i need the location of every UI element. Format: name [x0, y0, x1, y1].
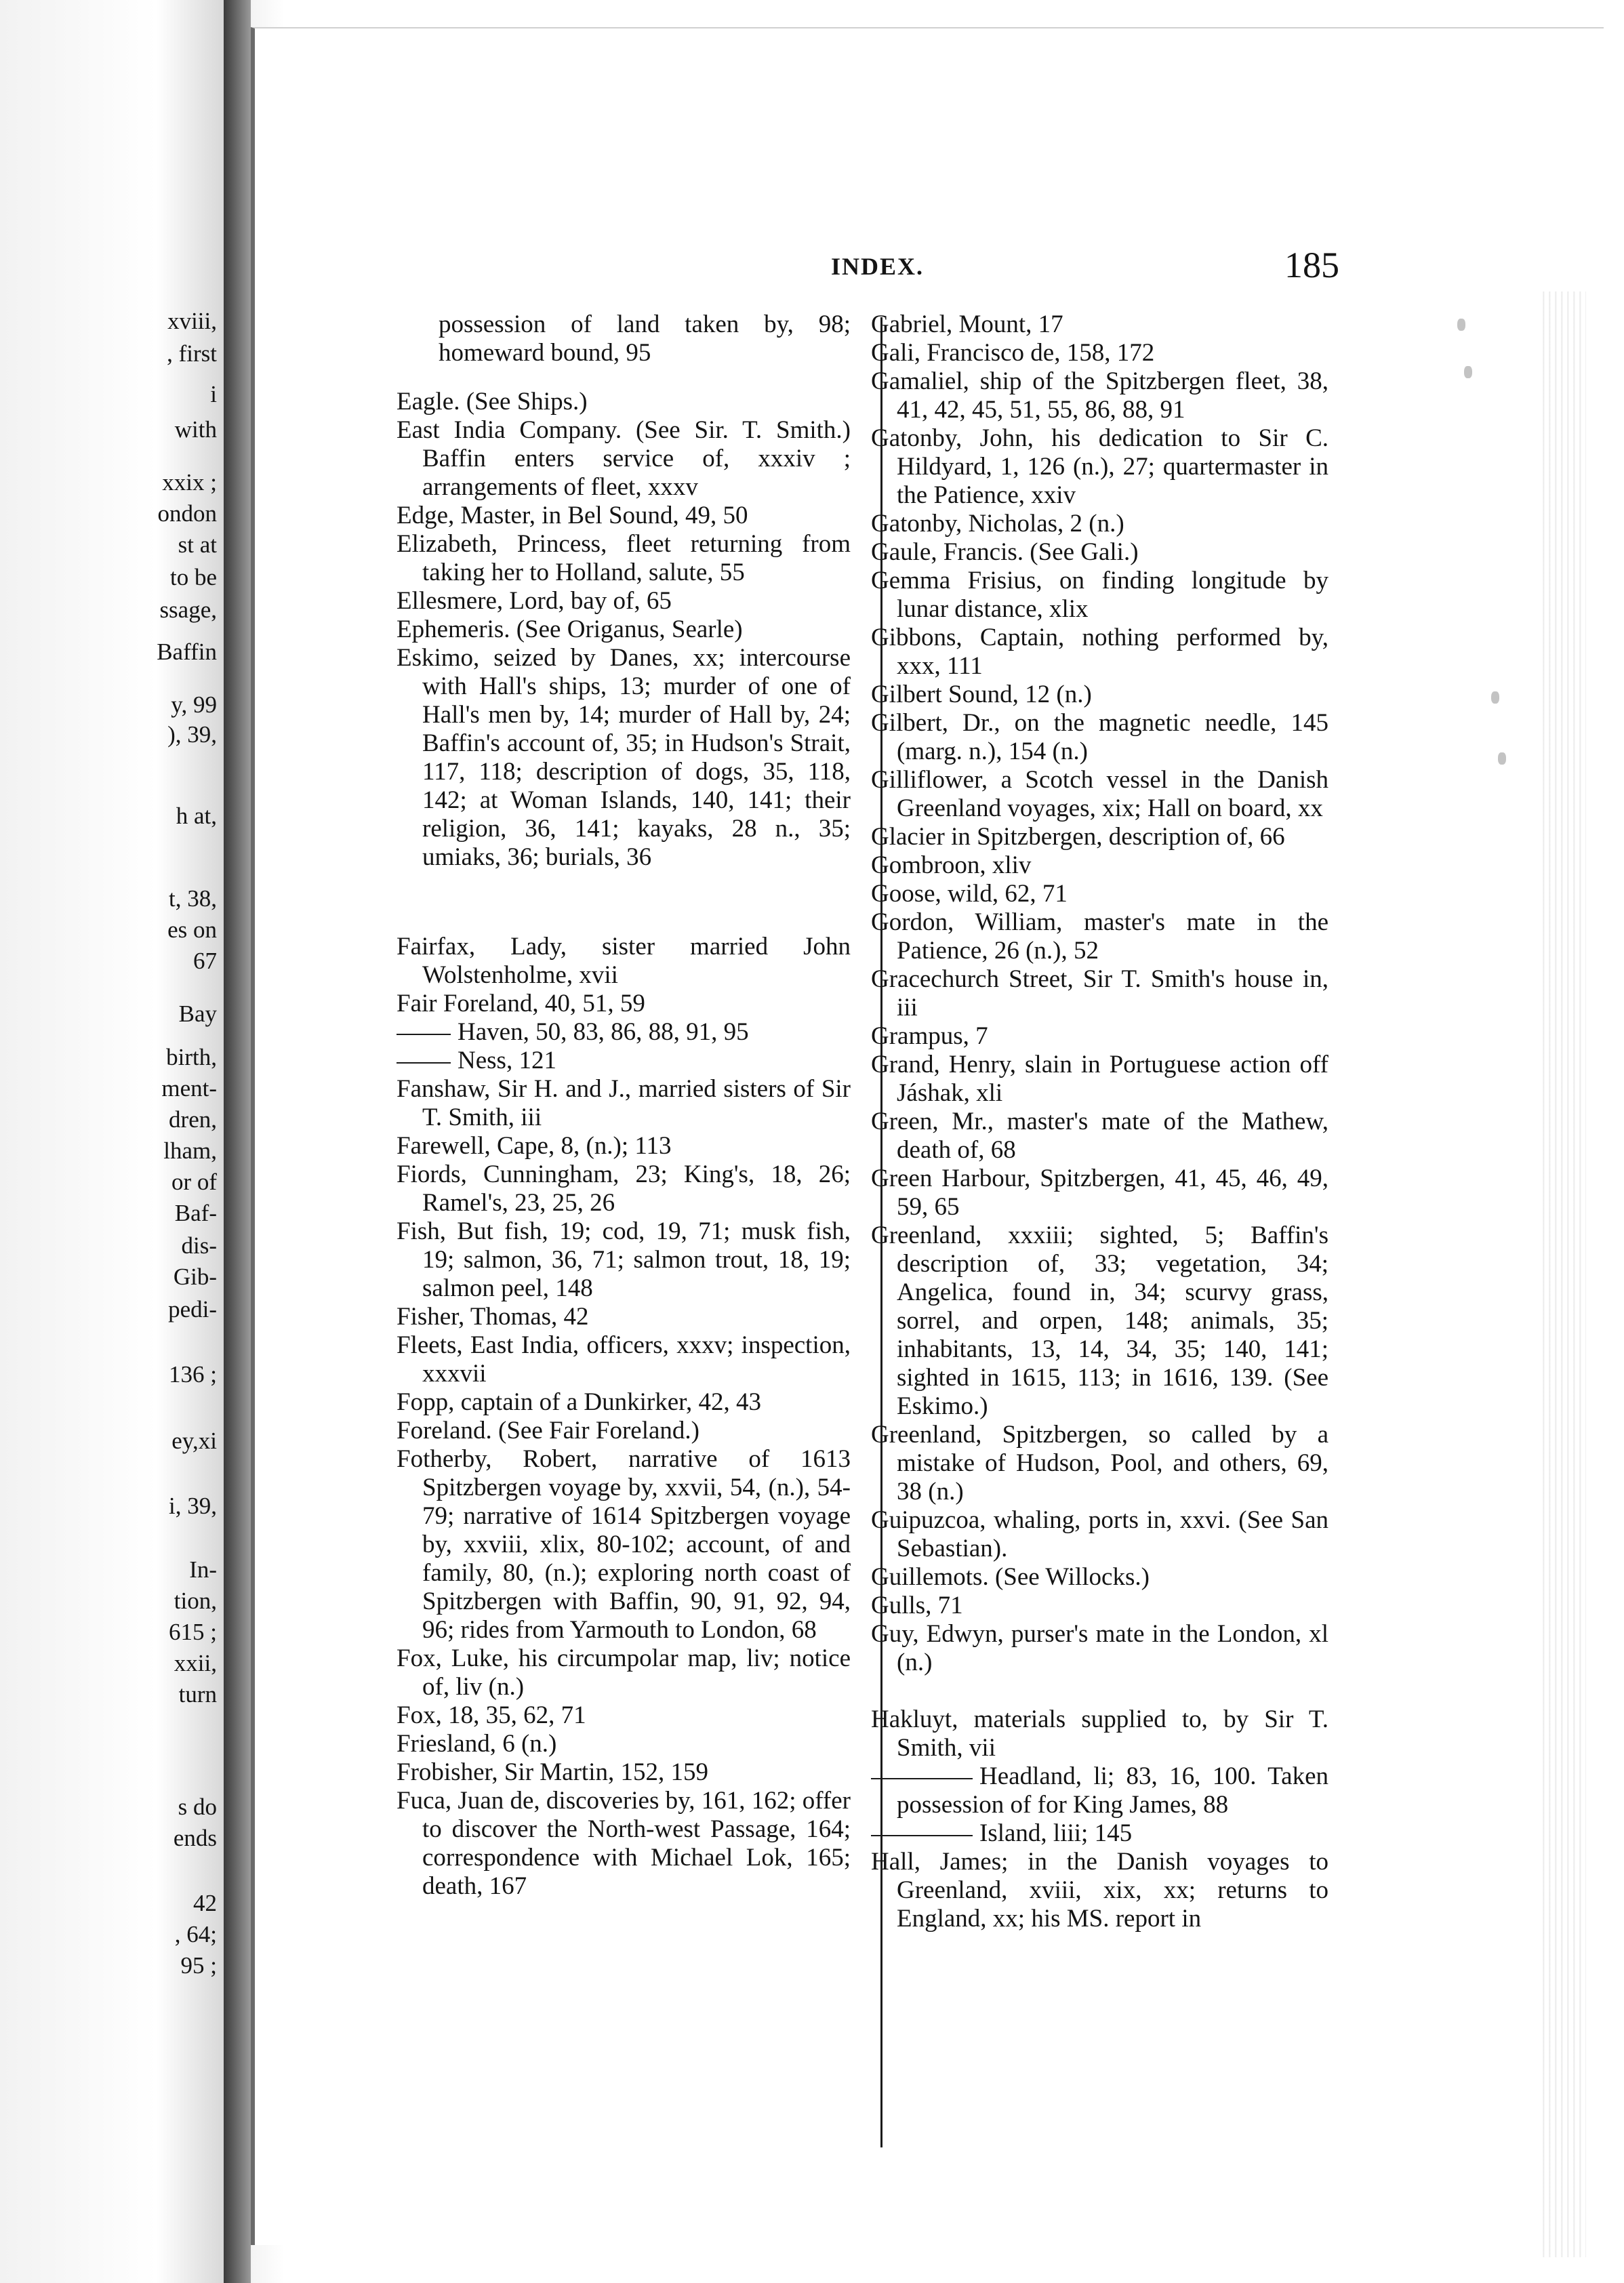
index-entry: Elizabeth, Princess, fleet returning from taking her to Holland, salute, 55	[397, 530, 851, 586]
left-page-text-fragment: ey,xi	[171, 1428, 217, 1454]
index-entry: Gilbert Sound, 12 (n.)	[871, 681, 1092, 708]
left-page-text-fragment: to be	[169, 564, 217, 590]
left-page-text-fragment: Baf-	[174, 1200, 217, 1226]
index-entry: Fairfax, Lady, sister married John Wolstenholme, xvii	[397, 933, 851, 989]
index-entry: Gilbert, Dr., on the magnetic needle, 145 (marg. n.), 154 (n.)	[871, 709, 1328, 765]
left-page-text-fragment: xxii,	[174, 1650, 217, 1676]
left-page-text-fragment: 42	[193, 1890, 217, 1916]
left-page-text-fragment: i	[210, 381, 217, 407]
index-entry: Haven, 50, 83, 86, 88, 91, 95	[397, 1018, 851, 1047]
index-entry: Grand, Henry, slain in Portuguese action off Jáshak, xli	[871, 1051, 1328, 1107]
entry-spacer	[397, 872, 851, 933]
left-page-text-fragment: , first	[167, 340, 217, 367]
left-page-text-fragment: pedi-	[168, 1296, 217, 1322]
left-page-text-fragment: ssage,	[159, 597, 217, 623]
index-entry: Glacier in Spitzbergen, description of, 66	[871, 823, 1285, 851]
left-page-text-fragment: dis-	[181, 1232, 217, 1259]
left-page-text-fragment: ondon	[157, 500, 217, 527]
left-page-text-fragment: st at	[178, 531, 217, 558]
index-entry: Fuca, Juan de, discoveries by, 161, 162; offer to discover the North-west Passage, 164; correspondence with Michael Lok, 165; death, 167	[397, 1787, 851, 1900]
index-entry: Friesland, 6 (n.)	[397, 1730, 557, 1758]
index-entry: Fotherby, Robert, narrative of 1613 Spitzbergen voyage by, xxvii, 54, (n.), 54-79; narrative of 1614 Spitzbergen voyage by, xxviii, xlix, 80-102; account, of and family, 80, (n.); exploring north coast of Spitzbergen with Baffin, 90, 91, 92, 94, 96; rides from Yarmouth to London, 68	[397, 1445, 851, 1644]
index-entry: Gaule, Francis. (See Gali.)	[871, 538, 1139, 566]
left-page-text-fragment: or of	[171, 1169, 217, 1195]
index-entry: Gombroon, xliv	[871, 851, 1032, 879]
index-entry: Gibbons, Captain, nothing performed by, xxx, 111	[871, 624, 1328, 680]
index-column-right	[871, 310, 1328, 1933]
index-entry: Fleets, East India, officers, xxxv; inspection, xxxvii	[397, 1331, 851, 1388]
left-page-text-fragment: Baffin	[157, 639, 217, 665]
index-entry: Fair Foreland, 40, 51, 59	[397, 990, 645, 1017]
index-entry: Green, Mr., master's mate of the Mathew, death of, 68	[871, 1108, 1328, 1164]
left-page-text-fragment: with	[174, 416, 217, 443]
index-entry: Edge, Master, in Bel Sound, 49, 50	[397, 502, 748, 529]
index-entry: Eagle. (See Ships.)	[397, 388, 588, 416]
left-page-text-fragment: 136 ;	[169, 1361, 217, 1388]
index-entry: Gulls, 71	[871, 1592, 963, 1619]
index-entry: Fox, 18, 35, 62, 71	[397, 1701, 586, 1729]
left-page-text-fragment: xxix ;	[162, 469, 217, 496]
left-page-text-fragment: s do	[178, 1794, 217, 1820]
index-entry: Fox, Luke, his circumpolar map, liv; notice of, liv (n.)	[397, 1644, 851, 1701]
left-page-text-fragment: 67	[193, 948, 217, 974]
index-entry: Ness, 121	[397, 1047, 851, 1075]
page-number: 185	[1284, 245, 1339, 285]
index-column-left	[397, 310, 851, 1901]
left-page-text-fragment: ends	[173, 1825, 217, 1851]
left-page-text-fragment: 615 ;	[169, 1619, 217, 1645]
left-page-text-fragment: In-	[189, 1556, 217, 1583]
left-page-text-fragment: h at,	[176, 803, 217, 829]
index-entry: Guillemots. (See Willocks.)	[871, 1563, 1150, 1591]
facing-page-fragment	[0, 0, 224, 2283]
index-entry: Green Harbour, Spitzbergen, 41, 45, 46, 49, 59, 65	[871, 1165, 1328, 1221]
entry-spacer	[871, 1677, 1328, 1705]
index-entry: Gatonby, John, his dedication to Sir C. Hildyard, 1, 126 (n.), 27; quartermaster in the Patience, xxiv	[871, 424, 1328, 509]
smudge-mark	[1498, 752, 1506, 765]
index-entry: Greenland, Spitzbergen, so called by a mistake of Hudson, Pool, and others, 69, 38 (n.)	[871, 1421, 1328, 1506]
smudge-mark	[1457, 319, 1465, 331]
index-entry: Gabriel, Mount, 17	[871, 310, 1063, 338]
index-entry: Farewell, Cape, 8, (n.); 113	[397, 1132, 672, 1160]
index-entry: Fish, But fish, 19; cod, 19, 71; musk fish, 19; salmon, 36, 71; salmon trout, 18, 19; salmon peel, 148	[397, 1217, 851, 1302]
index-entry: possession of land taken by, 98; homeward bound, 95	[439, 310, 851, 367]
left-page-text-fragment: 95 ;	[180, 1952, 217, 1979]
index-entry: Headland, li; 83, 16, 100. Taken possession of for King James, 88	[871, 1762, 1328, 1819]
index-entry: Foreland. (See Fair Foreland.)	[397, 1417, 699, 1444]
entry-spacer	[397, 367, 851, 388]
left-page-text-fragment: tion,	[174, 1588, 217, 1614]
left-page-text-fragment: i, 39,	[169, 1493, 217, 1519]
left-page-text-fragment: birth,	[166, 1044, 217, 1070]
index-entry: Hall, James; in the Danish voyages to Greenland, xviii, xix, xx; returns to England, xx; his MS. report in	[871, 1848, 1328, 1933]
left-page-text-fragment: , 64;	[174, 1921, 217, 1947]
left-page-text-fragment: lham,	[163, 1137, 217, 1164]
left-page-text-fragment: xviii,	[167, 308, 217, 334]
index-entry: Grampus, 7	[871, 1022, 988, 1050]
index-entry: Ellesmere, Lord, bay of, 65	[397, 587, 672, 615]
left-page-text-fragment: turn	[178, 1681, 217, 1708]
index-entry: Gali, Francisco de, 158, 172	[871, 339, 1155, 367]
index-entry: Gordon, William, master's mate in the Patience, 26 (n.), 52	[871, 908, 1328, 965]
index-entry: Ephemeris. (See Origanus, Searle)	[397, 615, 743, 643]
index-entry: East India Company. (See Sir. T. Smith.) Baffin enters service of, xxxiv ; arrangements of fleet, xxxv	[397, 416, 851, 501]
running-header: INDEX.	[831, 253, 925, 280]
index-entry: Fiords, Cunningham, 23; King's, 18, 26; Ramel's, 23, 25, 26	[397, 1160, 851, 1217]
index-entry: Greenland, xxxiii; sighted, 5; Baffin's description of, 33; vegetation, 34; Angelica, found in, 34; scurvy grass, sorrel, and orpen, 148; animals, 35; inhabitants, 13, 14, 34, 35; 140, 141; sighted in 1615, 113; in 1616, 139. (See Eskimo.)	[871, 1221, 1328, 1420]
index-entry: Gatonby, Nicholas, 2 (n.)	[871, 510, 1124, 538]
left-page-text-fragment: Bay	[178, 1001, 217, 1027]
index-entry: Goose, wild, 62, 71	[871, 880, 1068, 908]
book-gutter	[224, 0, 251, 2283]
index-entry: Island, liii; 145	[871, 1819, 1328, 1848]
index-entry: Guy, Edwyn, purser's mate in the London, xl (n.)	[871, 1620, 1328, 1676]
index-entry: Fanshaw, Sir H. and J., married sisters of Sir T. Smith, iii	[397, 1075, 851, 1131]
left-page-text-fragment: ment-	[161, 1075, 217, 1102]
left-page-text-fragment: dren,	[169, 1106, 217, 1133]
index-entry: Eskimo, seized by Danes, xx; intercourse with Hall's ships, 13; murder of one of Hall's men by, 14; murder of Hall by, 24; Baffin's account of, 35; in Hudson's Strait, 117, 118; description of dogs, 35, 118, 142; at Woman Islands, 140, 141; their religion, 36, 141; kayaks, 28 n., 35; umiaks, 36; burials, 36	[397, 644, 851, 871]
smudge-mark	[1464, 366, 1472, 378]
index-entry: Gamaliel, ship of the Spitzbergen fleet, 38, 41, 42, 45, 51, 55, 86, 88, 91	[871, 367, 1328, 424]
page-edge-texture	[1539, 291, 1586, 2257]
index-entry: Frobisher, Sir Martin, 152, 159	[397, 1758, 708, 1786]
left-page-text-fragment: ), 39,	[167, 721, 217, 748]
index-entry: Fisher, Thomas, 42	[397, 1303, 589, 1331]
left-page-text-fragment: y, 99	[171, 691, 217, 718]
index-entry: Guipuzcoa, whaling, ports in, xxvi. (See San Sebastian).	[871, 1506, 1328, 1562]
index-entry: Gracechurch Street, Sir T. Smith's house in, iii	[871, 965, 1328, 1022]
index-entry: Gemma Frisius, on finding longitude by lunar distance, xlix	[871, 567, 1328, 623]
smudge-mark	[1491, 691, 1499, 704]
index-entry: Fopp, captain of a Dunkirker, 42, 43	[397, 1388, 761, 1416]
left-page-text-fragment: Gib-	[173, 1264, 217, 1290]
index-entry: Gilliflower, a Scotch vessel in the Danish Greenland voyages, xix; Hall on board, xx	[871, 766, 1328, 822]
left-page-text-fragment: t, 38,	[169, 885, 217, 912]
index-entry: Hakluyt, materials supplied to, by Sir T. Smith, vii	[871, 1705, 1328, 1762]
left-page-text-fragment: es on	[167, 916, 217, 943]
